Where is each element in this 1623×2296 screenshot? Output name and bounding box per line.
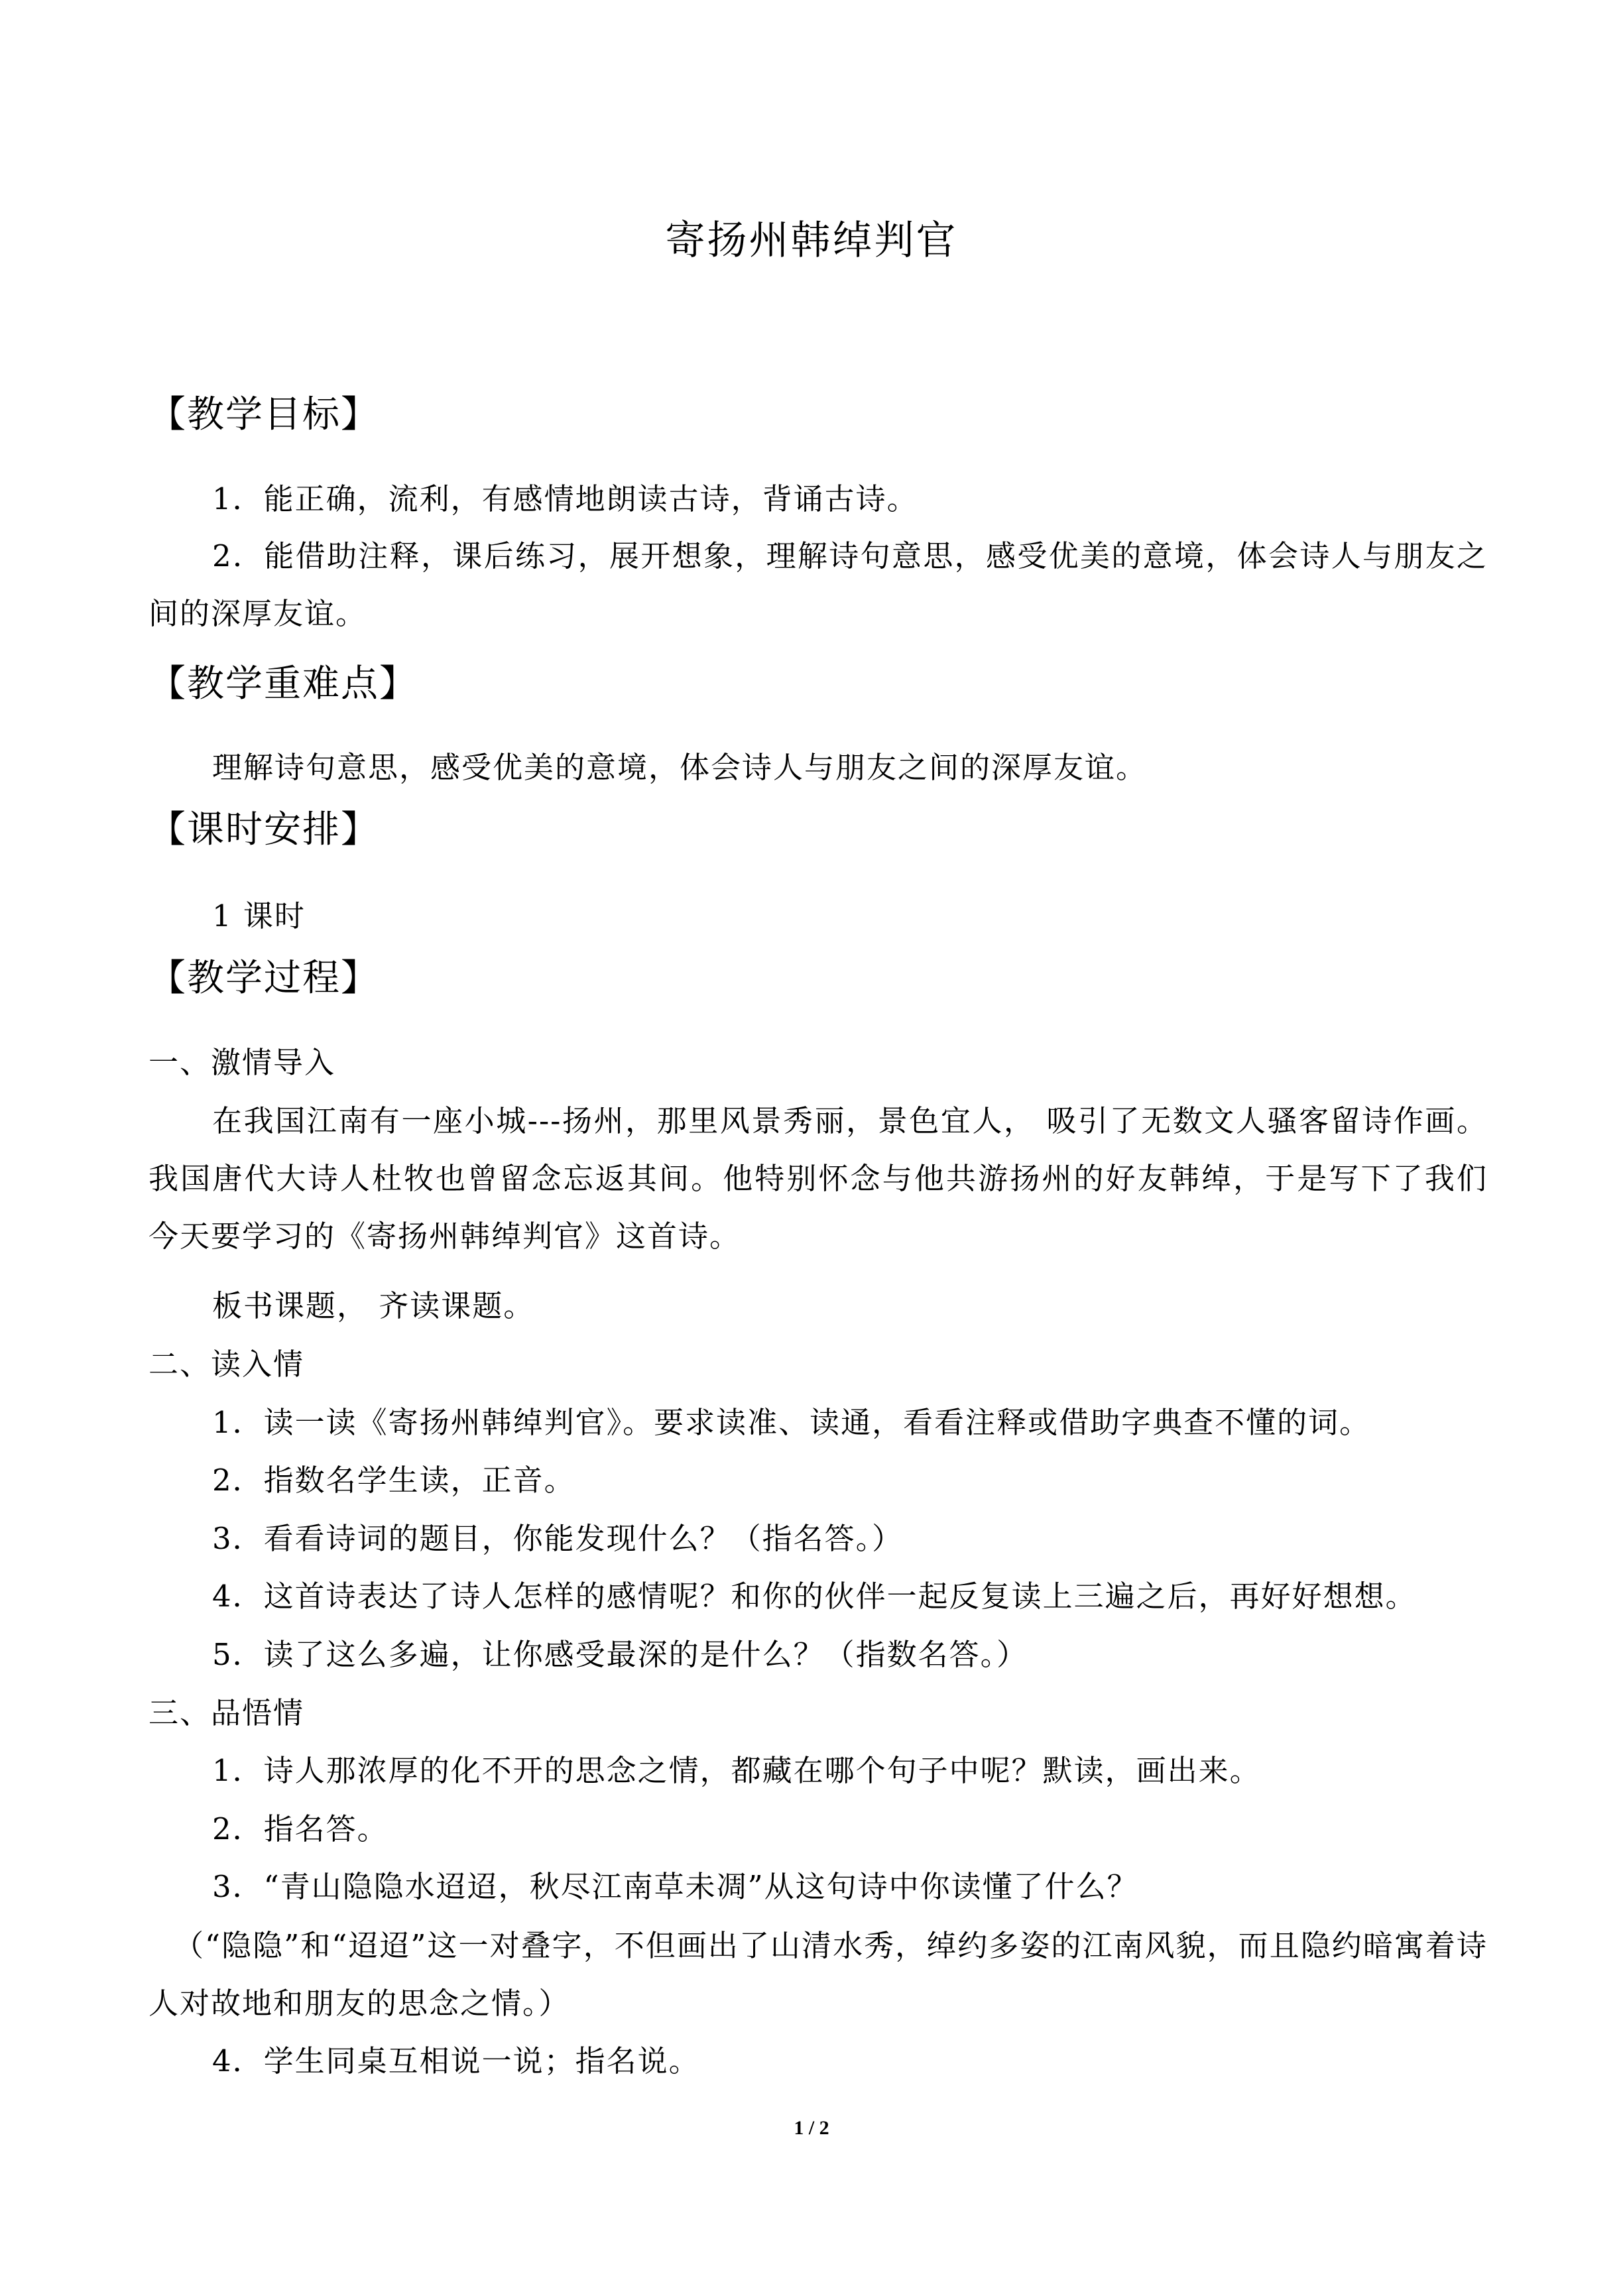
part3-item: 4．学生同桌互相说一说；指名说。: [212, 2043, 700, 2079]
document-title: 寄扬州韩绰判官: [665, 217, 958, 264]
schedule-text: 1 课时: [212, 898, 306, 934]
heading-teaching-goals: 【教学目标】: [149, 393, 379, 436]
part3-item: 1．诗人那浓厚的化不开的思念之情，都藏在哪个句子中呢？默读，画出来。: [212, 1753, 1261, 1788]
heading-key-points: 【教学重难点】: [149, 662, 418, 705]
part2-item: 3．看看诗词的题目，你能发现什么？（指名答。）: [212, 1521, 904, 1556]
page-number: 1 / 2: [794, 2117, 829, 2139]
part1-board-note: 板书课题， 齐读课题。: [212, 1288, 535, 1323]
goal-item-1: 1．能正确，流利，有感情地朗读古诗，背诵古诗。: [212, 481, 918, 516]
part3-note: （“隐隐”和“迢迢”这一对叠字，不但画出了山清水秀，绰约多姿的江南风貌，而且隐约暗寓着诗人对故地和朋友的思念之情。）: [149, 1928, 1488, 2021]
part2-item: 2．指数名学生读，正音。: [212, 1463, 575, 1498]
heading-teaching-process: 【教学过程】: [149, 957, 379, 1000]
part1-title: 一、激情导入: [149, 1045, 336, 1080]
part2-title: 二、读入情: [149, 1347, 305, 1382]
part2-item: 4．这首诗表达了诗人怎样的感情呢？和你的伙伴一起反复读上三遍之后，再好好想想。: [212, 1579, 1417, 1614]
heading-schedule: 【课时安排】: [149, 808, 379, 851]
part2-item: 5．读了这么多遍，让你感受最深的是什么？（指数名答。）: [212, 1637, 1028, 1672]
part1-paragraph: 在我国江南有一座小城---扬州，那里风景秀丽，景色宜人， 吸引了无数文人骚客留诗作画。我国唐代大诗人杜牧也曾留念忘返其间。他特别怀念与他共游扬州的好友韩绰，于是写下了我们今天要学习的《寄扬州韩绰判官》这首诗。: [149, 1103, 1488, 1254]
part3-item: 3．“青山隐隐水迢迢，秋尽江南草未凋”从这句诗中你读懂了什么？: [212, 1869, 1138, 1904]
part3-title: 三、品悟情: [149, 1695, 305, 1730]
key-points-text: 理解诗句意思，感受优美的意境，体会诗人与朋友之间的深厚友谊。: [212, 750, 1148, 785]
part3-item: 2．指名答。: [212, 1811, 389, 1846]
part2-item: 1．读一读《寄扬州韩绰判官》。要求读准、读通，看看注释或借助字典查不懂的词。: [212, 1405, 1371, 1440]
goal-item-2: 2．能借助注释，课后练习，展开想象，理解诗句意思，感受优美的意境，体会诗人与朋友之间的深厚友谊。: [149, 538, 1488, 631]
